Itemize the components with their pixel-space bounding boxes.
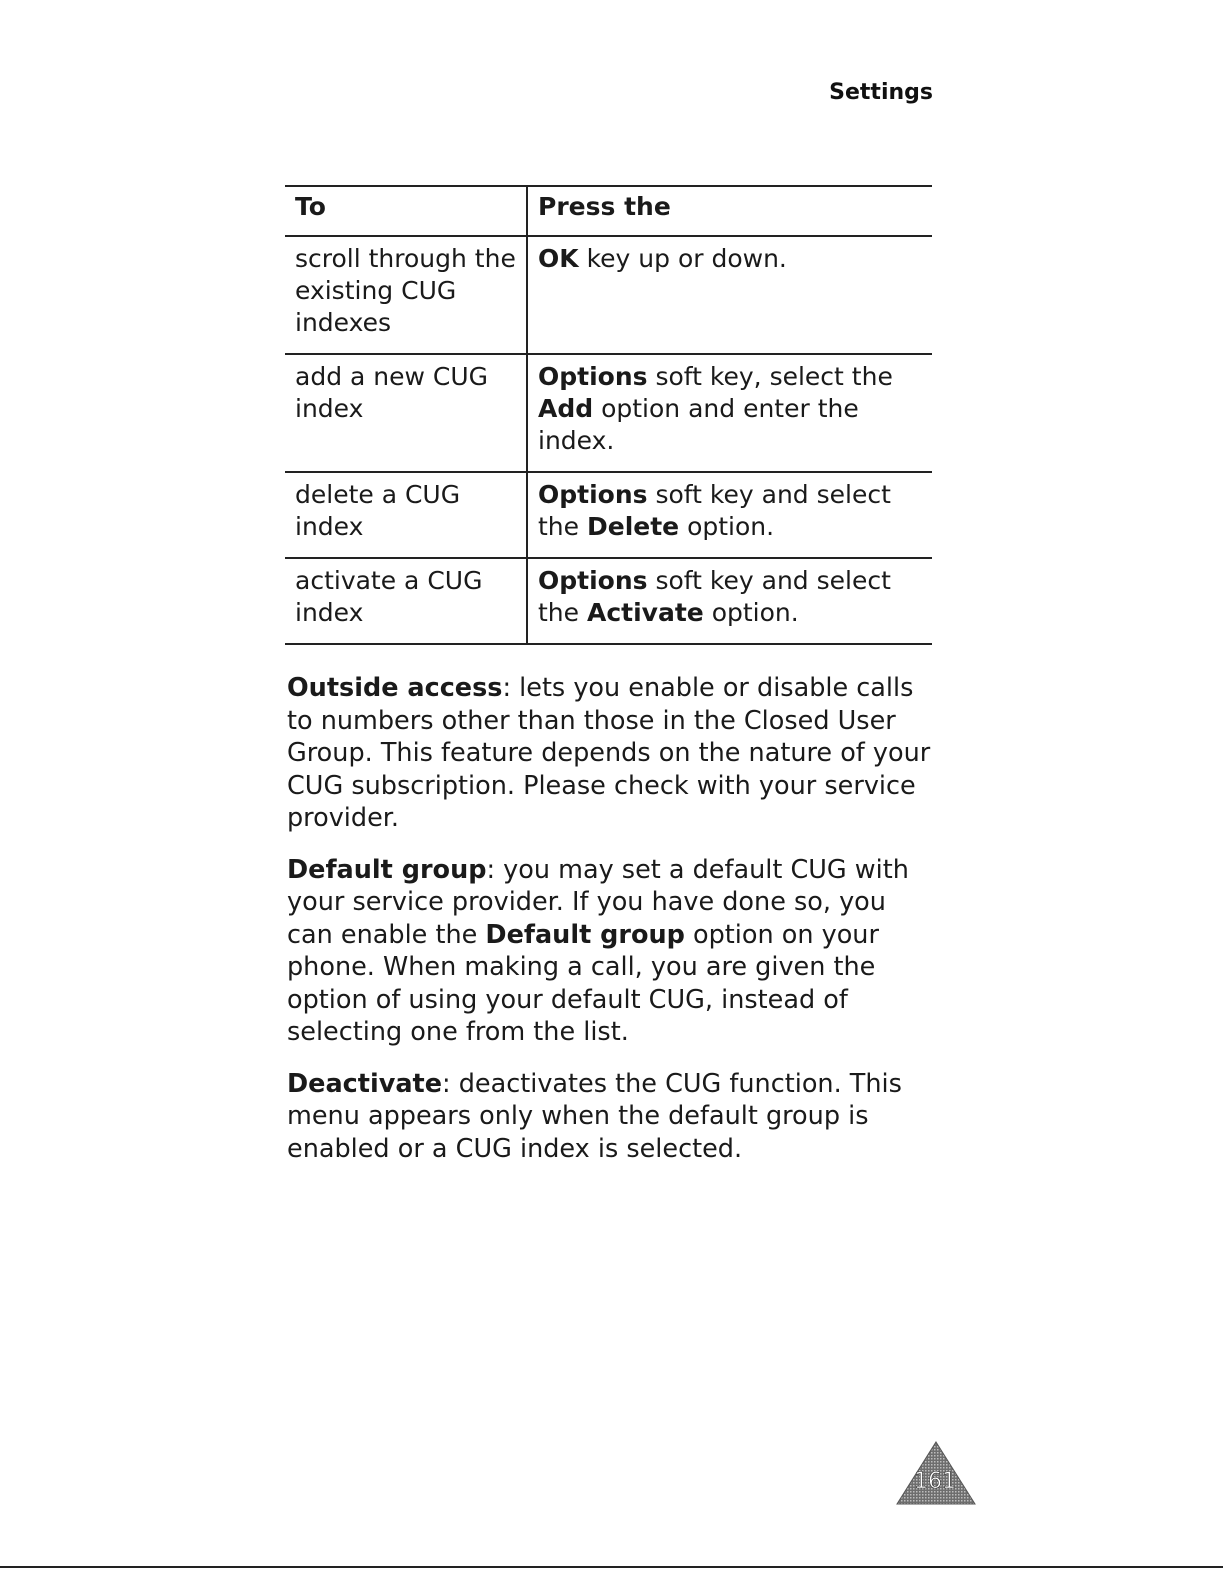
description-outside-access: : lets you enable or disable calls to numbers other than those in the Closed User Group. This feature depends on the nature of your CUG subscription. Please check with your service provider.	[287, 673, 931, 833]
option-name: Add	[538, 394, 594, 423]
key-instruction: option.	[679, 512, 775, 541]
body-text	[287, 672, 937, 1184]
description-deactivate: : deactivates the CUG function. This menu appears only when the default group is enabled or a CUG index is selected.	[287, 1068, 902, 1164]
table-row	[285, 237, 932, 355]
term-deactivate: Deactivate	[287, 1068, 443, 1099]
table-row	[285, 473, 932, 559]
key-instruction: soft key and select the	[538, 480, 891, 541]
key-name: OK	[538, 244, 579, 273]
table-cell-keys	[528, 237, 932, 353]
key-name: Options	[538, 566, 648, 595]
term-default-group: Default group	[287, 854, 487, 885]
key-name: Options	[538, 362, 648, 391]
section-title: Settings	[829, 80, 933, 105]
table-row	[285, 559, 932, 645]
table-cell-action: activate a CUG index	[285, 559, 528, 643]
cug-options-table	[285, 185, 932, 645]
paragraph-default-group	[287, 854, 937, 1049]
column-header-to: To	[285, 187, 528, 235]
page-number: 161	[914, 1469, 956, 1494]
bottom-rule	[0, 1566, 1223, 1568]
paragraph-deactivate	[287, 1068, 937, 1166]
description-default-group-cont: option on your phone. When making a call, you are given the option of using your default CUG, instead of selecting one from the list.	[287, 919, 879, 1047]
option-name: Activate	[586, 598, 704, 627]
table-cell-keys	[528, 559, 932, 643]
table-cell-action: scroll through the existing CUG indexes	[285, 237, 528, 353]
table-cell-keys	[528, 355, 932, 471]
key-instruction: soft key and select the	[538, 566, 891, 627]
key-instruction: soft key, select the	[647, 362, 893, 391]
paragraph-outside-access	[287, 672, 937, 835]
option-name: Delete	[586, 512, 680, 541]
table-row	[285, 355, 932, 473]
page-number-triangle-icon	[895, 1440, 977, 1506]
table-header-row	[285, 187, 932, 237]
table-cell-keys	[528, 473, 932, 557]
column-header-press: Press the	[538, 192, 671, 221]
table-cell-action: add a new CUG index	[285, 355, 528, 471]
key-instruction: option and enter the index.	[538, 394, 859, 455]
key-instruction: key up or down.	[578, 244, 787, 273]
table-cell-action: delete a CUG index	[285, 473, 528, 557]
inline-term-default-group: Default group	[485, 919, 685, 950]
key-name: Options	[538, 480, 648, 509]
description-default-group: : you may set a default CUG with your service provider. If you have done so, you can enable the	[287, 854, 909, 950]
term-outside-access: Outside access	[287, 673, 503, 703]
key-instruction: option.	[703, 598, 799, 627]
